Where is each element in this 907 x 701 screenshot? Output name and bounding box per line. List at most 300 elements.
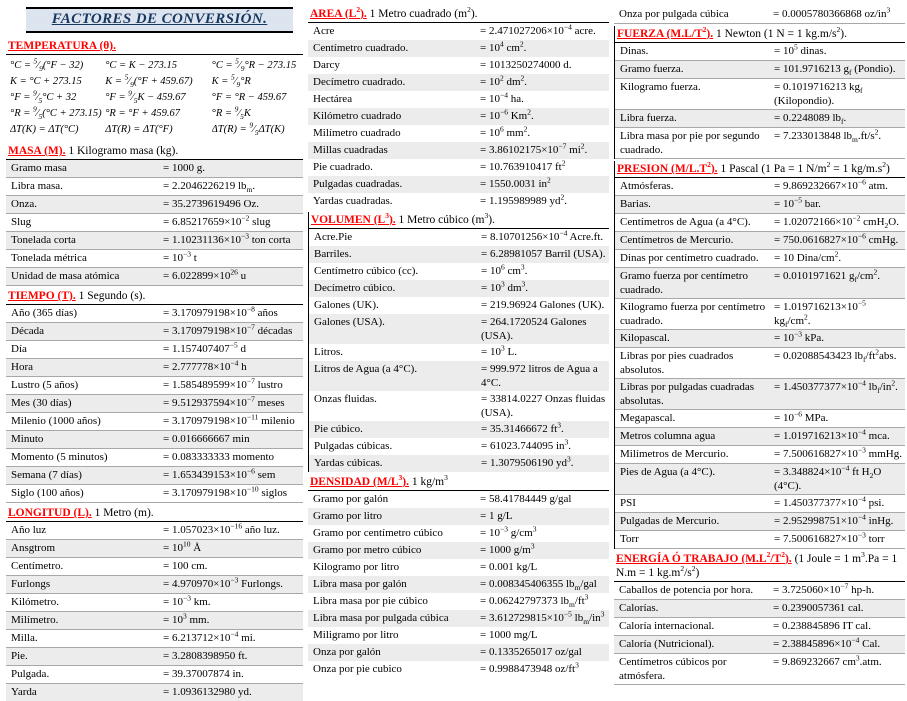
section-heading-title: TEMPERATURA (θ). (8, 40, 117, 52)
row-value: = $10^3$ $dm^3$. (481, 279, 529, 294)
conversion-row (308, 176, 609, 193)
conversion-row (6, 648, 303, 666)
section-heading-title: LONGITUD (L). (8, 507, 92, 519)
row-label: Yardas cuadradas. (313, 195, 393, 207)
conversion-row (614, 636, 905, 654)
row-value: = 35.2739619496 Oz. (163, 198, 260, 210)
row-label: Libra masa por pie cúbico (313, 595, 428, 607)
row-label: Libra masa. (11, 180, 63, 192)
conversion-row (615, 330, 905, 348)
conversion-row (309, 229, 609, 246)
row-label: Gramo por galón (313, 493, 389, 505)
row-value: = 61023.744095 $in^3$. (481, 437, 572, 452)
row-label: Caballos de potencia por hora. (619, 584, 754, 596)
row-value: = $10^3$ mm. (163, 611, 210, 626)
row-value: = 0.016666667 min (163, 433, 250, 445)
row-label: Gramo masa (11, 162, 67, 174)
row-value: = $1.019716213\times 10^{-4}$ mca. (774, 427, 890, 442)
row-label: Gramo fuerza por centímetro cuadrado. (620, 270, 748, 296)
row-value: = 0.02088543423 $lb_f/ft^2abs$. (774, 347, 897, 365)
row-label: Miligramo por litro (313, 629, 399, 641)
temperature-formulas (6, 55, 303, 141)
row-label: Lustro (5 años) (11, 379, 79, 391)
row-value: = $6.022899\times 10^{26}$ u (163, 267, 247, 282)
section-heading-suffix: (1 Joule = 1 $m^3.Pa = 1$ N.m = 1 $kg.m^2/s^2$) (616, 550, 898, 579)
section-heading-suffix: 1 Metro cuadrado $(m^2)$. (366, 5, 478, 20)
conversion-row (6, 196, 303, 214)
row-label: Pie cúbico. (314, 423, 363, 435)
row-value: = $10^{-3}$ kPa. (774, 329, 824, 344)
conversion-row (6, 485, 303, 503)
conversion-row (6, 395, 303, 413)
conversion-row (6, 431, 303, 449)
conversion-row (309, 263, 609, 280)
section-presion (614, 161, 905, 549)
conversion-row (6, 232, 303, 250)
conversion-row (308, 576, 609, 593)
conversion-row (6, 540, 303, 558)
row-label: Caloría (Nutricional). (619, 638, 715, 650)
row-label: Slug (11, 216, 32, 228)
row-label: Centímetro. (11, 560, 64, 572)
conversion-row (615, 61, 905, 79)
row-label: Milímetros de Mercurio. (620, 448, 729, 460)
row-label: Millas cuadradas (313, 144, 388, 156)
row-label: Tonelada métrica (11, 252, 87, 264)
row-label: Galones (UK). (314, 299, 379, 311)
conversion-row (615, 446, 905, 464)
row-label: Decímetro cuadrado. (313, 76, 406, 88)
formula: ΔT(R) = ΔT(°F) (105, 124, 173, 135)
row-value: = 58.41784449 g/gal (480, 493, 572, 505)
row-label: Año luz (11, 524, 47, 536)
conversion-row (614, 600, 905, 618)
row-value: = $1.019716213\times 10^{-5}$ $kg_f/cm^2$. (774, 298, 866, 330)
conversion-row (308, 125, 609, 142)
row-label: Milenio (1000 años) (11, 415, 101, 427)
conversion-row (308, 661, 609, 678)
conversion-row (615, 464, 905, 495)
section-heading-title: FUERZA $(M.L/T^2)$. (617, 25, 714, 40)
row-value: = $10^6$ $mm^2$. (480, 124, 531, 139)
conversion-row (6, 214, 303, 232)
conversion-row (309, 438, 609, 455)
row-label: Hora (11, 361, 33, 373)
row-value: = 1.195989989 $yd^2$. (480, 192, 567, 207)
row-label: Libra masa por galón (313, 578, 407, 590)
row-value: = $10^4$ $cm^2$. (480, 39, 527, 54)
conversion-row (309, 455, 609, 472)
formula: °R = °F + 459.67 (105, 108, 180, 119)
conversion-row (308, 74, 609, 91)
conversion-row (309, 280, 609, 297)
section-rows (308, 491, 609, 678)
conversion-row (615, 196, 905, 214)
row-value: = $1.450377377\times 10^{-4}$ psi. (774, 494, 885, 509)
conversion-row (614, 582, 905, 600)
row-label: Gramo por centímetro cúbico (313, 527, 443, 539)
section-heading-energia-o-trabajo (614, 551, 905, 582)
row-value: = 0.0101971621 $g_f/cm^2$. (774, 267, 880, 285)
conversion-row (615, 268, 905, 299)
row-label: Metros columna agua (620, 430, 716, 442)
section-heading-title: MASA (M). (8, 145, 66, 157)
conversion-row (6, 413, 303, 431)
conversion-row (6, 594, 303, 612)
row-value: = 9.869232667 $cm^3.atm$. (773, 653, 882, 668)
conversion-row (6, 612, 303, 630)
formula: ΔT(K) = ΔT(°C) (10, 124, 79, 135)
row-label: Decímetro cúbico. (314, 282, 396, 294)
formula: $K = ^5⁄_9^\circ R$ (211, 74, 251, 90)
formula: $^\circ F = ^9⁄_5K - 459.67$ (105, 90, 186, 106)
row-value: = $9.869232667\times 10^{-6}$ atm. (774, 177, 888, 192)
conversion-row (309, 297, 609, 314)
conversion-row (308, 91, 609, 108)
row-value: = $10^2$ $dm^2$. (480, 73, 528, 88)
section-heading-title: DENSIDAD $(M/L^3)$. (310, 473, 409, 488)
row-value: = $10^{-5}$ bar. (774, 195, 821, 210)
row-label: Pulgada. (11, 668, 50, 680)
formula: $\Delta T(R) = ^9⁄_5\Delta T(K)$ (211, 122, 285, 138)
row-value: = 0.06242797373 $lb_m/ft^3$ (480, 592, 589, 610)
conversion-row (308, 491, 609, 508)
conversion-row (308, 559, 609, 576)
section-longitud (6, 505, 303, 701)
conversion-row (615, 214, 905, 232)
row-value: = $2.777778\times 10^{-4}$ h (163, 358, 247, 373)
row-label: Centímetro cúbico (cc). (314, 265, 419, 277)
row-value: = 0.1335265017 oz/gal (480, 646, 582, 658)
row-label: Pie. (11, 650, 28, 662)
row-label: Milla. (11, 632, 38, 644)
row-label: Libra masa por pulgada cúbica (313, 612, 449, 624)
row-value: = $2.471027206\times 10^{-4}$ acre. (480, 22, 596, 37)
row-value: = $1.02072166\times 10^{-2}$ cmH$_2$O. (774, 213, 899, 231)
conversion-row (6, 305, 303, 323)
conversion-row (308, 627, 609, 644)
section-tiempo (6, 288, 303, 503)
row-value: = $3.170979198\times 10^{-11}$ milenio (163, 412, 295, 427)
conversion-row (309, 314, 609, 344)
conversion-row (6, 359, 303, 377)
conversion-row (309, 391, 609, 421)
conversion-row (6, 323, 303, 341)
row-value: = $1.057023\times 10^{-16}$ año luz. (163, 521, 280, 536)
row-value: = 39.37007874 in. (163, 668, 244, 680)
row-value: = $3.170979198\times 10^{-10}$ siglos (163, 484, 288, 499)
row-value: = $1.10231136\times 10^{-3}$ ton corta (163, 231, 291, 246)
row-label: Dinas por centímetro cuadrado. (620, 252, 759, 264)
row-value: = $7.500616827\times 10^{-3}$ torr (774, 530, 885, 545)
row-label: Kilómetro. (11, 596, 59, 608)
row-value: = $1.450377377\times 10^{-4}$ $lb_f/in^2$. (774, 378, 898, 396)
row-value: = $2.952998751\times 10^{-4}$ inHg. (774, 512, 894, 527)
conversion-row (308, 142, 609, 159)
section-heading-suffix: 1 Metro cúbico $(m^3)$. (395, 211, 495, 226)
row-label: Pulgadas de Mercurio. (620, 515, 720, 527)
formula: $K = ^5⁄_9(^\circ F + 459.67)$ (105, 74, 193, 90)
column-middle (308, 4, 609, 701)
section-heading-longitud (6, 505, 303, 522)
row-label: Pie cuadrado. (313, 161, 373, 173)
conversion-row (308, 508, 609, 525)
conversion-row (615, 250, 905, 268)
section-temperatura (6, 38, 303, 141)
conversion-row (6, 178, 303, 196)
row-label: Centímetros de Mercurio. (620, 234, 734, 246)
conversion-row (309, 344, 609, 361)
conversion-row (309, 246, 609, 263)
row-label: Mes (30 días) (11, 397, 72, 409)
row-label: Libras por pies cuadrados absolutos. (620, 350, 734, 376)
section-heading-temperatura (6, 38, 303, 55)
row-value: = 1000 g. (163, 162, 205, 174)
row-label: Kilómetro cuadrado (313, 110, 402, 122)
conversion-row (615, 348, 905, 379)
conversion-row (308, 159, 609, 176)
section-masa (6, 143, 303, 286)
section-heading-suffix: 1 Newton (1 N = 1 $kg.m/s^2$). (713, 25, 847, 40)
row-value: = 33814.0227 Onzas fluidas (USA). (481, 393, 606, 419)
row-value: = $8.10701256\times 10^{-4}$ Acre.ft. (481, 228, 604, 243)
row-label: Calorías. (619, 602, 659, 614)
row-label: Yarda (11, 686, 37, 698)
section-area (308, 6, 609, 210)
section-heading-volumen (309, 212, 609, 229)
row-label: Torr (620, 533, 639, 545)
conversion-row (308, 644, 609, 661)
section-energia-o-trabajo (614, 551, 905, 685)
row-label: Gramo por litro (313, 510, 383, 522)
row-label: Día (11, 343, 27, 355)
section-heading-suffix: 1 Metro (m). (91, 507, 154, 519)
conversion-row (308, 108, 609, 125)
formula: °F = °R − 459.67 (211, 92, 287, 103)
conversion-row (308, 525, 609, 542)
row-label: Libras por pulgadas cuadradas absolutas. (620, 381, 755, 407)
row-label: Ansgtrom (11, 542, 55, 554)
row-label: Kilogramo fuerza. (620, 81, 701, 93)
section-rows (615, 43, 905, 159)
conversion-row (615, 110, 905, 128)
section-rows (309, 229, 609, 472)
section-heading-suffix: 1 Kilogramo masa (kg). (65, 145, 179, 157)
conversion-row (615, 79, 905, 110)
row-value: = $3.612729815\times 10^{-5}$ $lb_m/in^3$ (480, 609, 605, 627)
row-value: = 100 cm. (163, 560, 208, 572)
conversion-row (615, 128, 905, 159)
row-label: Minuto (11, 433, 44, 445)
row-value: = 0.2390057361 cal. (773, 602, 864, 614)
row-label: Libra fuerza. (620, 112, 677, 124)
formula: °C = K − 273.15 (105, 60, 177, 71)
conversion-row (615, 178, 905, 196)
formula: $^\circ C = ^5⁄_9^\circ R - 273.15$ (211, 58, 297, 74)
conversion-row (6, 377, 303, 395)
row-label: Furlongs (11, 578, 51, 590)
row-label: Libra masa por pie por segundo cuadrado. (620, 130, 760, 156)
row-value: = 0.001 kg/L (480, 561, 538, 573)
conversion-row (6, 341, 303, 359)
row-value: = $10^6$ $cm^3$. (481, 262, 528, 277)
row-value: = $9.512937594\times 10^{-7}$ meses (163, 394, 285, 409)
row-value: = $3.348824\times 10^{-4}$ ft $H_2O$ (4°C). (774, 463, 882, 492)
section-heading-title: ENERGÍA Ó TRABAJO $(M.L^2/T^2)$. (616, 550, 792, 565)
conversion-row (6, 666, 303, 684)
row-value: = $1.653439153\times 10^{-6}$ sem (163, 466, 276, 481)
section-rows (615, 178, 905, 549)
row-value: = $10^{-3}$ km. (163, 593, 211, 608)
section-heading-suffix: 1 $kg/m^3$ (408, 473, 448, 488)
row-label: Onza por galón (313, 646, 381, 658)
section-rows (614, 582, 905, 685)
row-label: Barias. (620, 198, 651, 210)
row-label: Centímetro cuadrado. (313, 42, 409, 54)
conversion-row (614, 654, 905, 685)
section-heading-presion (615, 161, 905, 178)
row-label: Litros. (314, 346, 344, 358)
row-value: = $10^{-3}$ t (163, 249, 197, 264)
row-label: Década (11, 325, 44, 337)
row-value: = $10^{-6}$ MPa. (774, 409, 829, 424)
row-label: Caloría internacional. (619, 620, 715, 632)
row-value: = $6.213712\times 10^{-4}$ mi. (163, 629, 256, 644)
section-heading-title: AREA $(L^2)$. (310, 5, 367, 20)
row-label: Pies de Agua (a 4°C). (620, 466, 716, 478)
row-label: Pulgadas cuadradas. (313, 178, 403, 190)
section-densidad-continuacion (614, 6, 905, 24)
row-label: Atmósferas. (620, 180, 674, 192)
row-label: Unidad de masa atómica (11, 270, 120, 282)
row-label: Galones (USA). (314, 316, 385, 328)
row-value: = 6.28981057 Barril (USA). (481, 248, 606, 260)
conversion-row (308, 593, 609, 610)
conversion-row (6, 684, 303, 701)
row-value: = 35.31466672 $ft^3$. (481, 420, 564, 435)
conversion-row (6, 576, 303, 594)
row-value: = 0.1019716213 $kg_f$ (Kilopondio). (774, 81, 863, 107)
row-label: Acre.Pie (314, 231, 353, 243)
conversion-row (615, 495, 905, 513)
formula: $^\circ R = ^9⁄_5K$ (211, 106, 251, 122)
row-label: Kilogramo fuerza por centímetro cuadrado. (620, 301, 766, 327)
row-label: Kilopascal. (620, 332, 670, 344)
conversion-row (6, 250, 303, 268)
row-label: Litros de Agua (a 4°C). (314, 363, 418, 375)
row-value: = $4.970970\times 10^{-3}$ Furlongs. (163, 575, 284, 590)
row-value: = 101.9716213 $g_f$ (Pondio). (774, 63, 896, 78)
row-label: Onza por pulgada cúbica (619, 8, 729, 20)
row-value: = $3.725060\times 10^{-7}$ hp-h. (773, 581, 875, 596)
conversion-row (308, 40, 609, 57)
row-label: Gramo por metro cúbico (313, 544, 422, 556)
conversion-row (615, 43, 905, 61)
row-value: = 1.3079506190 $yd^3$. (481, 454, 574, 469)
section-rows (6, 305, 303, 503)
row-value: = 3.2808398950 ft. (163, 650, 248, 662)
row-label: Darcy (313, 59, 340, 71)
row-value: = $2.38845896\times 10^{-4}$ Cal. (773, 635, 881, 650)
formula: $^\circ C = ^5⁄_9(^\circ F - 32)$ (10, 58, 84, 74)
section-densidad (308, 474, 609, 678)
section-heading-tiempo (6, 288, 303, 305)
row-label: Milímetro. (11, 614, 59, 626)
row-label: Milímetro cuadrado (313, 127, 401, 139)
row-label: Acre (313, 25, 335, 37)
conversion-row (308, 57, 609, 74)
row-value: = $3.170979198\times 10^{-7}$ décadas (163, 322, 293, 337)
row-value: = $10^{-3}$ $g/cm^3$ (480, 524, 537, 539)
row-value: = 0.008345406355 $lb_m$/gal (480, 578, 597, 593)
page-title (26, 7, 293, 33)
row-value: = $10^3$ L. (481, 343, 517, 358)
column-left (6, 4, 303, 701)
section-rows (6, 160, 303, 286)
conversion-row (615, 428, 905, 446)
row-value: = 1550.0031 $in^2$ (480, 175, 551, 190)
row-value: = 0.2248089 $lb_f$. (774, 112, 847, 127)
conversion-row (6, 522, 303, 540)
row-label: Pulgadas cúbicas. (314, 440, 393, 452)
conversion-row (309, 421, 609, 438)
row-label: Centímetros cúbicos por atmósfera. (619, 656, 727, 682)
row-label: Barriles. (314, 248, 352, 260)
row-value: = 1013250274000 d. (480, 59, 572, 71)
row-value: = 1000 $g/m^3$ (480, 541, 535, 556)
conversion-row (6, 160, 303, 178)
row-value: = 999.972 litros de Agua a 4°C. (481, 363, 598, 389)
row-value: = 264.1720524 Galones (USA). (481, 316, 587, 342)
conversion-row (6, 558, 303, 576)
row-value: = 1.0936132980 yd. (163, 686, 252, 698)
conversion-row (614, 6, 905, 24)
section-heading-suffix: 1 Segundo (s). (75, 290, 146, 302)
conversion-row (308, 610, 609, 627)
formula: K = °C + 273.15 (10, 76, 82, 87)
row-label: Año (365 días) (11, 307, 77, 319)
formula: $^\circ R = ^9⁄_5(^\circ C + 273.15)$ (10, 106, 102, 122)
conversion-row (308, 193, 609, 210)
formula: $^\circ F = ^9⁄_5^\circ C + 32$ (10, 90, 77, 106)
row-label: Gramo fuerza. (620, 63, 684, 75)
row-label: Semana (7 días) (11, 469, 82, 481)
row-value: = $10^{10}$ Å (163, 539, 202, 554)
conversion-row (6, 630, 303, 648)
section-volumen (308, 212, 609, 472)
row-value: = 7.233013848 $lb_m.ft/s^2$. (774, 127, 882, 145)
row-value: = 10 Dina/$cm^2$. (774, 249, 842, 264)
conversion-row (614, 618, 905, 636)
row-value: = $6.85217659\times 10^{-2}$ slug (163, 213, 271, 228)
conversion-row (6, 467, 303, 485)
row-value: = $1.157407407^{-5}$ d (163, 340, 246, 355)
row-label: Siglo (100 años) (11, 487, 84, 499)
row-value: = $3.170979198\times 10^{-8}$ años (163, 304, 278, 319)
section-heading-masa (6, 143, 303, 160)
row-label: Dinas. (620, 45, 649, 57)
section-rows (6, 522, 303, 701)
row-label: Megapascal. (620, 412, 676, 424)
row-value: = 0.083333333 momento (163, 451, 275, 463)
row-label: Momento (5 minutos) (11, 451, 108, 463)
conversion-row (615, 531, 905, 549)
row-value: = 1000 mg/L (480, 629, 538, 641)
conversion-row (615, 379, 905, 410)
row-label: Onza por pie cubico (313, 663, 402, 675)
conversion-row (308, 23, 609, 40)
conversion-row (615, 513, 905, 531)
